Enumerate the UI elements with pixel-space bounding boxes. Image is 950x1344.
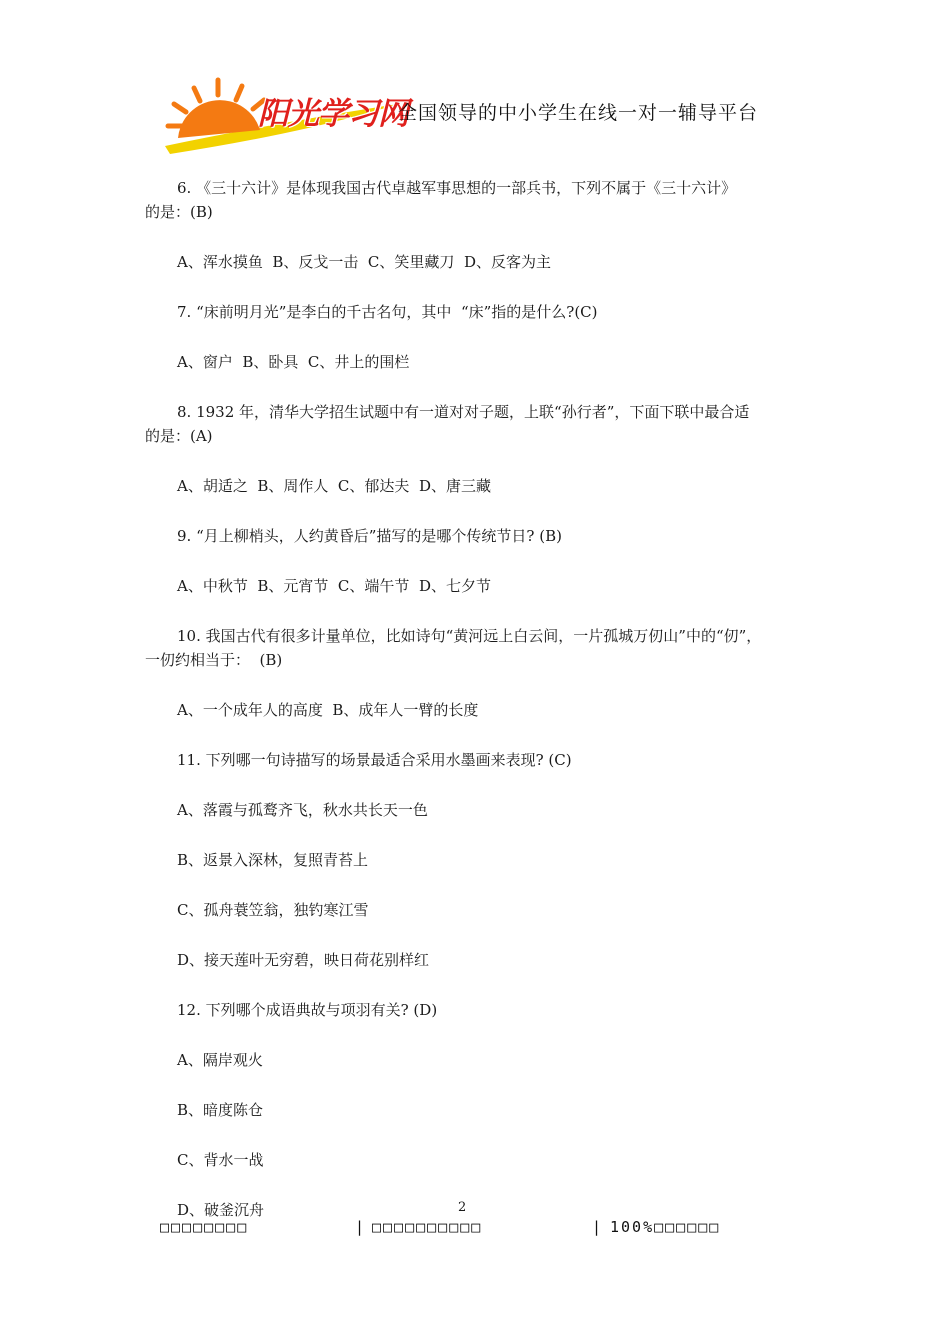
answer-options: A、窗户 B、卧具 C、井上的围栏 [177,353,410,371]
answer-option: D、破釜沉舟 [177,1201,265,1219]
question-text-line: 10. 我国古代有很多计量单位，比如诗句“黄河远上白云间，一片孤城万仞山”中的“仞”， [177,627,762,645]
footer-divider: | [592,1218,602,1236]
question-text-line: 9. “月上柳梢头，人约黄昏后”描写的是哪个传统节日? (B) [177,527,562,545]
question-7 [145,300,810,374]
footer-divider: | [355,1218,365,1236]
footer-left-text: □□□□□□□□ [160,1218,249,1236]
logo-text: 阳光学习网 [258,96,408,132]
answer-option: A、隔岸观火 [177,1051,263,1069]
question-text-line: 的是：(A) [145,427,213,445]
question-6 [145,176,810,274]
question-text-line: 7. “床前明月光”是李白的千古名句，其中 “床”指的是什么?(C) [177,303,598,321]
answer-option: C、背水一战 [177,1151,264,1169]
answer-option: C、孤舟蓑笠翁，独钓寒江雪 [177,901,369,919]
answer-options: A、中秋节 B、元宵节 C、端午节 D、七夕节 [177,577,491,595]
question-8 [145,400,810,498]
question-text-line: 8. 1932 年，清华大学招生试题中有一道对对子题，上联“孙行者”，下面下联中最合适 [177,403,750,421]
question-10 [145,624,810,722]
answer-option: B、暗度陈仓 [177,1101,264,1119]
question-9 [145,524,810,598]
header-slogan: 全国领导的中小学生在线一对一辅导平台 [398,102,759,124]
page-number: 2 [458,1200,467,1215]
page-footer [0,1218,950,1248]
answer-options: A、浑水摸鱼 B、反戈一击 C、笑里藏刀 D、反客为主 [177,253,551,271]
footer-right-text: 100%□□□□□□ [610,1218,721,1236]
question-text-line: 6. 《三十六计》是体现我国古代卓越军事思想的一部兵书，下列不属于《三十六计》 [177,179,737,197]
answer-option: B、返景入深林，复照青苔上 [177,851,369,869]
question-12 [145,998,810,1222]
question-text-line: 11. 下列哪一句诗描写的场景最适合采用水墨画来表现? (C) [177,751,572,769]
question-text-line: 12. 下列哪个成语典故与项羽有关? (D) [177,1001,438,1019]
question-text-line: 的是：(B) [145,203,213,221]
question-text-line: 一仞约相当于： (B) [145,651,283,669]
question-11 [145,748,810,972]
answer-options: A、一个成年人的高度 B、成年人一臂的长度 [177,701,479,719]
answer-option: A、落霞与孤鹜齐飞，秋水共长天一色 [177,801,428,819]
question-list [145,176,810,1222]
answer-option: D、接天莲叶无穷碧，映日荷花别样红 [177,951,430,969]
footer-middle-text: □□□□□□□□□□ [372,1218,483,1236]
answer-options: A、胡适之 B、周作人 C、郁达夫 D、唐三藏 [177,477,491,495]
page-header [160,74,810,154]
